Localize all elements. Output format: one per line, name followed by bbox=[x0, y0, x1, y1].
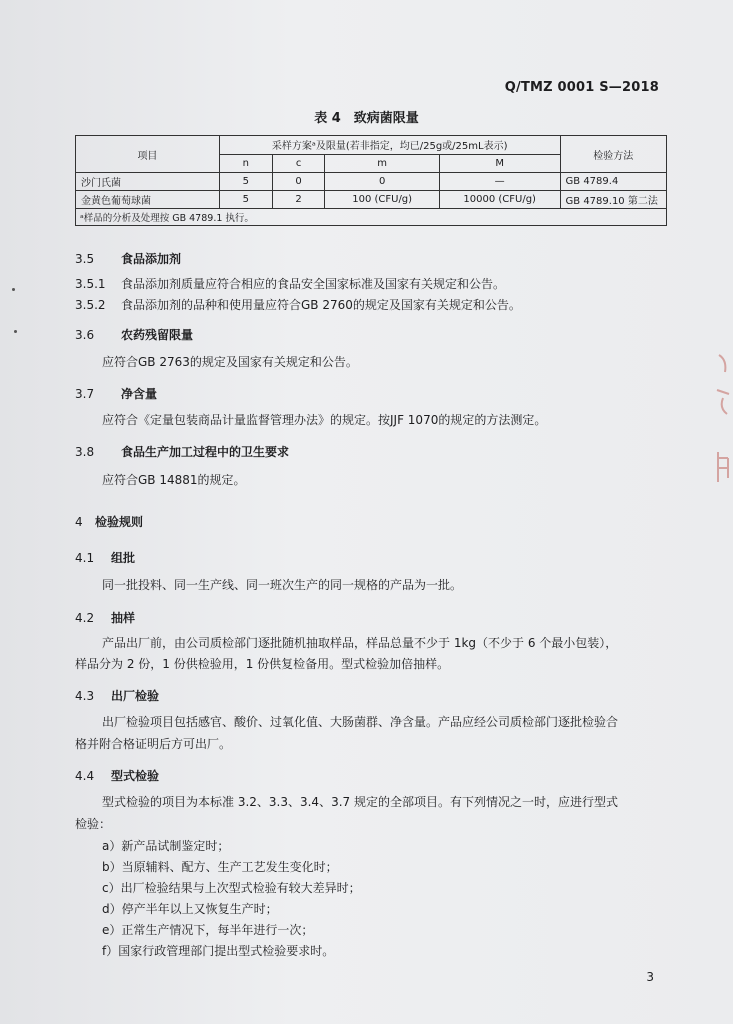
section-heading bbox=[75, 609, 135, 626]
section-number: 4.4 bbox=[75, 769, 95, 783]
section-number: 3.8 bbox=[75, 445, 95, 459]
clause-number: 3.5.1 bbox=[75, 277, 106, 291]
section-heading bbox=[75, 326, 193, 343]
list-item: d）停产半年以上又恢复生产时； bbox=[102, 902, 278, 916]
chapter-title: 检验规则 bbox=[95, 515, 144, 529]
cell-method: GB 4789.10 第二法 bbox=[560, 191, 666, 209]
cell-c: 0 bbox=[272, 173, 325, 191]
section-number: 3.5 bbox=[75, 252, 95, 266]
section-heading bbox=[75, 250, 181, 267]
cell-item: 沙门氏菌 bbox=[76, 173, 220, 191]
paragraph-line: 检验： bbox=[75, 817, 112, 831]
section-number: 4.1 bbox=[75, 551, 95, 565]
section-title: 抽样 bbox=[111, 611, 136, 625]
paragraph: 应符合《定量包装商品计量监督管理办法》的规定。按JJF 1070的规定的方法测定。 bbox=[102, 413, 547, 427]
chapter-heading bbox=[75, 513, 143, 530]
table-row bbox=[76, 173, 667, 191]
section-number: 3.6 bbox=[75, 328, 95, 342]
section-title: 型式检验 bbox=[111, 769, 160, 783]
scan-speck bbox=[14, 330, 17, 333]
table-title: 表 4 致病菌限量 bbox=[314, 111, 419, 126]
cell-m-upper: — bbox=[439, 173, 560, 191]
header-n: n bbox=[219, 154, 272, 173]
clause-number: 3.5.2 bbox=[75, 298, 106, 312]
clause-text: 食品添加剂质量应符合相应的食品安全国家标准及国家有关规定和公告。 bbox=[121, 277, 506, 291]
section-number: 3.7 bbox=[75, 387, 95, 401]
list-item: b）当原辅料、配方、生产工艺发生变化时； bbox=[102, 860, 338, 874]
paragraph: 应符合GB 14881的规定。 bbox=[102, 473, 246, 487]
page-number: 3 bbox=[646, 970, 654, 984]
paragraph-line: 格并附合格证明后方可出厂。 bbox=[75, 737, 232, 751]
cell-item: 金黄色葡萄球菌 bbox=[76, 191, 220, 209]
paragraph: 应符合GB 2763的规定及国家有关规定和公告。 bbox=[102, 355, 358, 369]
paragraph-line: 样品分为 2 份，1 份供检验用，1 份供复检备用。型式检验加倍抽样。 bbox=[75, 657, 450, 671]
clause bbox=[75, 296, 521, 313]
cell-n: 5 bbox=[219, 191, 272, 209]
section-title: 出厂检验 bbox=[111, 689, 160, 703]
table-footnote: ᵃ样品的分析及处理按 GB 4789.1 执行。 bbox=[76, 209, 667, 226]
section-heading bbox=[75, 549, 135, 566]
list-item: f）国家行政管理部门提出型式检验要求时。 bbox=[102, 944, 335, 958]
section-title: 食品生产加工过程中的卫生要求 bbox=[121, 445, 290, 459]
paragraph-line: 产品出厂前，由公司质检部门逐批随机抽取样品，样品总量不少于 1kg（不少于 6 个最小包装）， bbox=[102, 636, 618, 650]
header-item: 项目 bbox=[76, 136, 220, 173]
section-title: 组批 bbox=[111, 551, 136, 565]
cell-c: 2 bbox=[272, 191, 325, 209]
clause bbox=[75, 275, 505, 292]
pathogen-limit-table bbox=[75, 135, 667, 226]
clause-text: 食品添加剂的品种和使用量应符合GB 2760的规定及国家有关规定和公告。 bbox=[121, 298, 521, 312]
header-m-upper: M bbox=[439, 154, 560, 173]
section-title: 食品添加剂 bbox=[121, 252, 182, 266]
section-title: 农药残留限量 bbox=[121, 328, 194, 342]
seal-fragment bbox=[713, 448, 733, 488]
paragraph-line: 出厂检验项目包括感官、酸价、过氧化值、大肠菌群、净含量。产品应经公司质检部门逐批检验合 bbox=[102, 715, 619, 729]
section-heading bbox=[75, 767, 159, 784]
header-c: c bbox=[272, 154, 325, 173]
section-heading bbox=[75, 385, 157, 402]
cell-method: GB 4789.4 bbox=[560, 173, 666, 191]
paragraph: 同一批投料、同一生产线、同一班次生产的同一规格的产品为一批。 bbox=[102, 578, 463, 592]
section-number: 4.2 bbox=[75, 611, 95, 625]
table-note-row bbox=[76, 209, 667, 226]
cell-m-lower: 100 (CFU/g) bbox=[325, 191, 439, 209]
chapter-number: 4 bbox=[75, 515, 83, 529]
section-heading bbox=[75, 687, 159, 704]
section-heading bbox=[75, 443, 289, 460]
header-method: 检验方法 bbox=[560, 136, 666, 173]
header-sampling-plan: 采样方案ᵃ及限量(若非指定，均已/25g或/25mL表示) bbox=[219, 136, 560, 155]
cell-n: 5 bbox=[219, 173, 272, 191]
cell-m-upper: 10000 (CFU/g) bbox=[439, 191, 560, 209]
list-item: e）正常生产情况下，每半年进行一次； bbox=[102, 923, 314, 937]
paragraph-line: 型式检验的项目为本标准 3.2、3.3、3.4、3.7 规定的全部项目。有下列情况之一时，应进行型式 bbox=[102, 795, 618, 809]
table-header-row bbox=[76, 136, 667, 155]
standard-code: Q/TMZ 0001 S—2018 bbox=[504, 80, 659, 95]
scan-speck bbox=[12, 288, 15, 291]
section-number: 4.3 bbox=[75, 689, 95, 703]
header-m-lower: m bbox=[325, 154, 439, 173]
list-item: c）出厂检验结果与上次型式检验有较大差异时； bbox=[102, 881, 361, 895]
section-title: 净含量 bbox=[121, 387, 158, 401]
table-row bbox=[76, 191, 667, 209]
seal-fragment bbox=[713, 350, 733, 420]
cell-m-lower: 0 bbox=[325, 173, 439, 191]
list-item: a）新产品试制鉴定时； bbox=[102, 839, 230, 853]
